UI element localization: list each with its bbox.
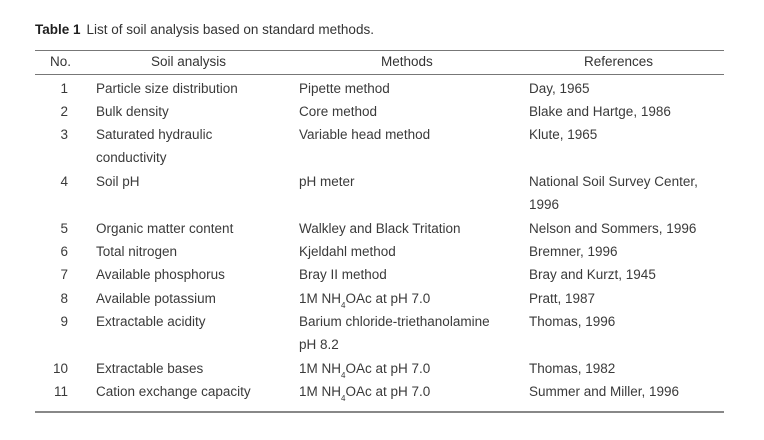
row-number: 5 [60,221,68,236]
method-cell: Bray II method [299,267,387,282]
header-rule [35,74,724,75]
row-number: 3 [60,127,68,142]
soil-analysis-cell: conductivity [96,150,167,165]
header-soil-analysis: Soil analysis [151,54,227,69]
method-cell [299,287,430,310]
header-methods: Methods [381,54,433,69]
soil-analysis-cell: Extractable bases [96,361,204,376]
table-title: List of soil analysis based on standard methods. [86,22,374,37]
table-label: Table 1 [35,22,81,37]
method-cell: Barium chloride-triethanolamine [299,314,490,329]
row-number: 9 [60,314,68,329]
method-cell: Pipette method [299,81,390,96]
soil-analysis-cell: Available potassium [96,291,216,306]
method-text: OAc at pH 7.0 [345,291,431,306]
soil-analysis-cell: Organic matter content [96,221,234,236]
method-cell: pH 8.2 [299,337,339,352]
method-text: 1M NH [299,361,342,376]
soil-analysis-cell: Bulk density [96,104,169,119]
reference-cell: National Soil Survey Center, [529,174,698,189]
method-cell: Core method [299,104,378,119]
reference-cell: Summer and Miller, 1996 [529,384,680,399]
header-no: No. [50,54,72,69]
row-number: 6 [60,244,68,259]
table-caption [35,22,374,37]
method-cell: Variable head method [299,127,431,142]
method-subscript: 4 [341,394,346,403]
reference-cell: Bray and Kurzt, 1945 [529,267,656,282]
method-cell: Kjeldahl method [299,244,396,259]
method-text: 1M NH [299,384,342,399]
soil-analysis-cell: Particle size distribution [96,81,238,96]
soil-analysis-cell: Available phosphorus [96,267,225,282]
reference-cell: Bremner, 1996 [529,244,618,259]
reference-cell: Blake and Hartge, 1986 [529,104,671,119]
bottom-rule [35,411,724,413]
row-number: 8 [60,291,68,306]
row-number: 10 [52,361,68,376]
row-number: 11 [53,384,68,399]
row-number: 2 [60,104,68,119]
method-subscript: 4 [341,371,346,380]
reference-cell: 1996 [529,197,560,212]
soil-analysis-cell: Saturated hydraulic [96,127,213,142]
soil-analysis-cell: Soil pH [96,174,140,189]
soil-analysis-cell: Total nitrogen [96,244,178,259]
method-subscript: 4 [341,301,346,310]
method-text: OAc at pH 7.0 [345,361,431,376]
row-number: 4 [60,174,68,189]
header-references: References [584,54,654,69]
method-cell: Walkley and Black Tritation [299,221,461,236]
soil-analysis-cell: Extractable acidity [96,314,206,329]
row-number: 1 [60,81,68,96]
top-rule [35,50,724,51]
method-cell: pH meter [299,174,355,189]
reference-cell: Klute, 1965 [529,127,598,142]
soil-analysis-cell: Cation exchange capacity [96,384,251,399]
reference-cell: Pratt, 1987 [529,291,596,306]
reference-cell: Thomas, 1996 [529,314,616,329]
reference-cell: Nelson and Sommers, 1996 [529,221,697,236]
method-text: 1M NH [299,291,342,306]
row-number: 7 [60,267,68,282]
reference-cell: Day, 1965 [529,81,590,96]
method-cell [299,357,430,380]
method-text: OAc at pH 7.0 [345,384,431,399]
method-cell [299,380,430,403]
reference-cell: Thomas, 1982 [529,361,616,376]
